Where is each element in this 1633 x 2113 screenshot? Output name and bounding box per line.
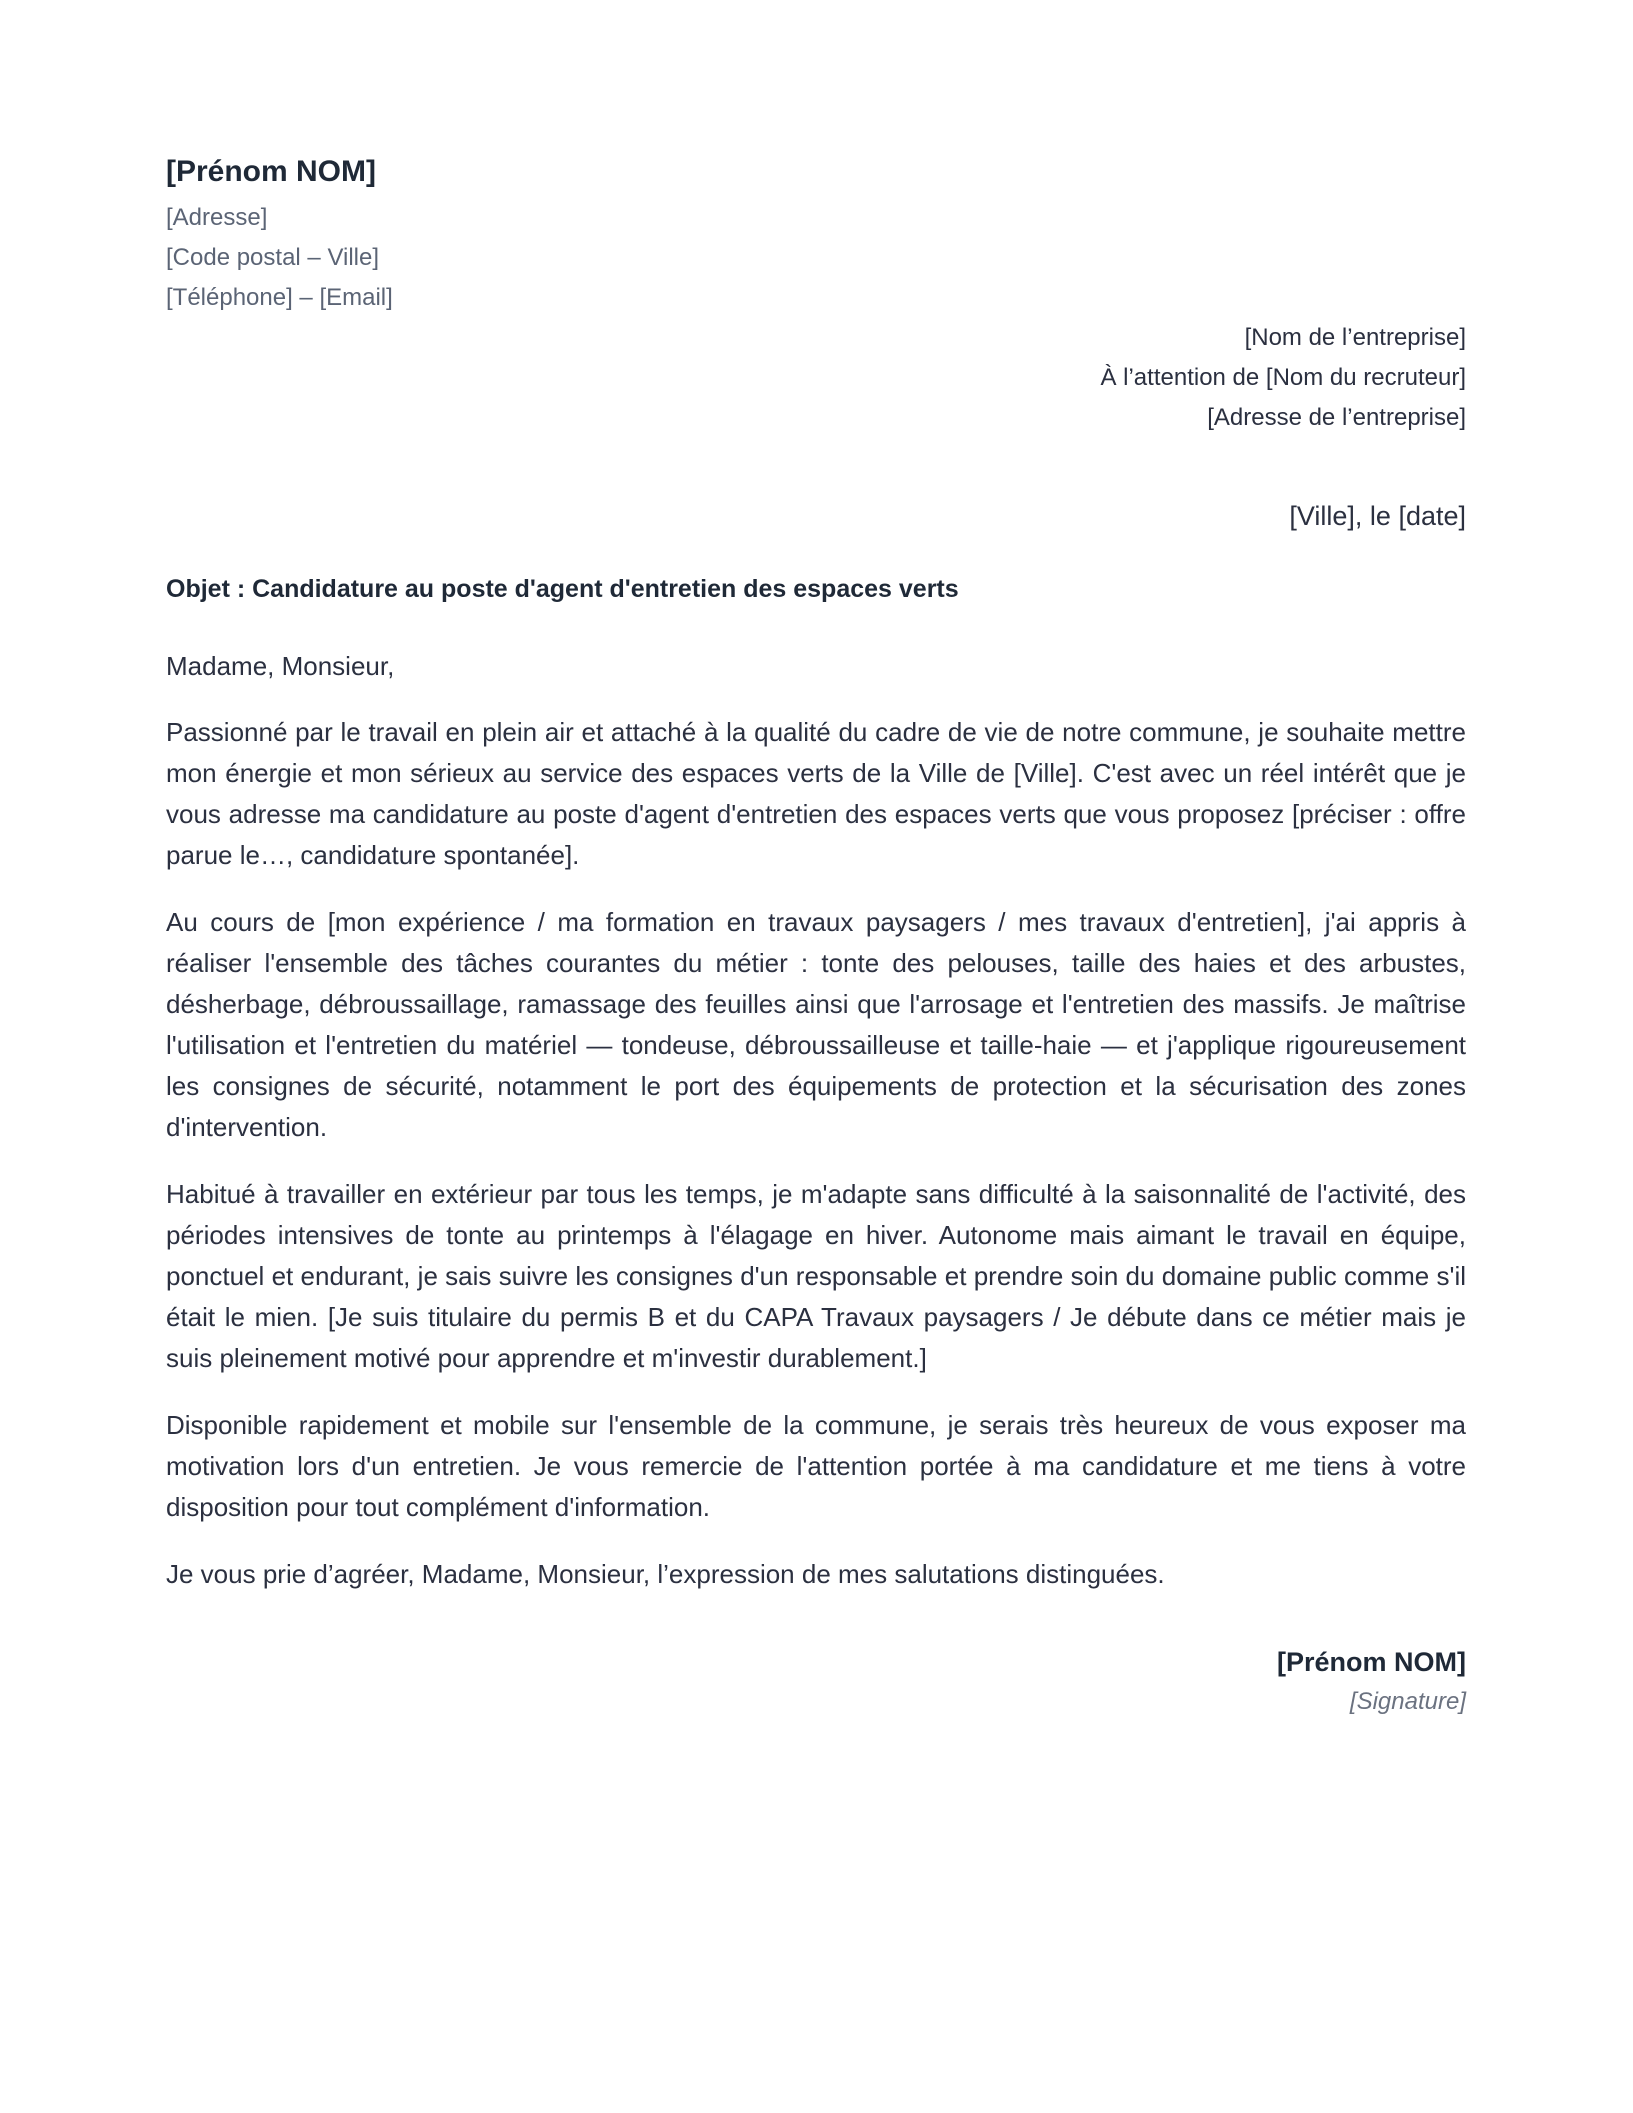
sender-name: [Prénom NOM] xyxy=(166,155,376,188)
closing-formula: Je vous prie d’agréer, Madame, Monsieur, l’expression de mes salutations distinguées. xyxy=(166,1559,1165,1589)
body-paragraph: Disponible rapidement et mobile sur l'ensemble de la commune, je serais très heureux de vous exposer ma motivation lors d'un entretien. Je vous remercie de l'attention portée à ma candidature et me tiens à votre disposition pour tout complément d'information. xyxy=(166,1410,1466,1522)
recipient-block xyxy=(166,318,1466,438)
place-date: [Ville], le [date] xyxy=(1289,501,1466,531)
letter-content xyxy=(166,150,1466,1722)
signature-label: [Signature] xyxy=(1349,1688,1466,1715)
letter-subject: Objet : Candidature au poste d'agent d'entretien des espaces verts xyxy=(166,575,959,603)
sender-block xyxy=(166,150,1466,318)
signature-block xyxy=(166,1642,1466,1722)
salutation: Madame, Monsieur, xyxy=(166,651,395,681)
sender-address: [Adresse] xyxy=(166,204,268,231)
sender-postal-city: [Code postal – Ville] xyxy=(166,244,380,271)
body-paragraph: Habitué à travailler en extérieur par tous les temps, je m'adapte sans difficulté à la saisonnalité de l'activité, des périodes intensives de tonte au printemps à l'élagage en hiver. Autonome mais aimant le travail en équipe, ponctuel et endurant, je sais suivre les consignes d'un responsable et prendre soin du domaine public comme s'il était le mien. [Je suis titulaire du permis B et du CAPA Travaux paysagers / Je débute dans ce métier mais je suis pleinement motivé pour apprendre et m'investir durablement.] xyxy=(166,1179,1466,1373)
recipient-attention: À l’attention de [Nom du recruteur] xyxy=(1100,364,1466,391)
body-paragraph: Au cours de [mon expérience / ma formation en travaux paysagers / mes travaux d'entretien], j'ai appris à réaliser l'ensemble des tâches courantes du métier : tonte des pelouses, taille des haies et des arbustes, désherbage, débroussaillage, ramassage des feuilles ainsi que l'arrosage et l'entretien des massifs. Je maîtrise l'utilisation et l'entretien du matériel — tondeuse, débroussailleuse et taille-haie — et j'applique rigoureusement les consignes de sécurité, notamment le port des équipements de protection et la sécurisation des zones d'intervention. xyxy=(166,907,1466,1142)
body-paragraph: Passionné par le travail en plein air et attaché à la qualité du cadre de vie de notre commune, je souhaite mettre mon énergie et mon sérieux au service des espaces verts de la Ville de [Ville]. C'est avec un réel intérêt que je vous adresse ma candidature au poste d'agent d'entretien des espaces verts que vous proposez [préciser : offre parue le…, candidature spontanée]. xyxy=(166,717,1466,870)
signature-name: [Prénom NOM] xyxy=(1277,1647,1466,1677)
recipient-company: [Nom de l’entreprise] xyxy=(1244,324,1466,351)
sender-contact: [Téléphone] – [Email] xyxy=(166,284,393,311)
recipient-address: [Adresse de l’entreprise] xyxy=(1207,404,1466,431)
